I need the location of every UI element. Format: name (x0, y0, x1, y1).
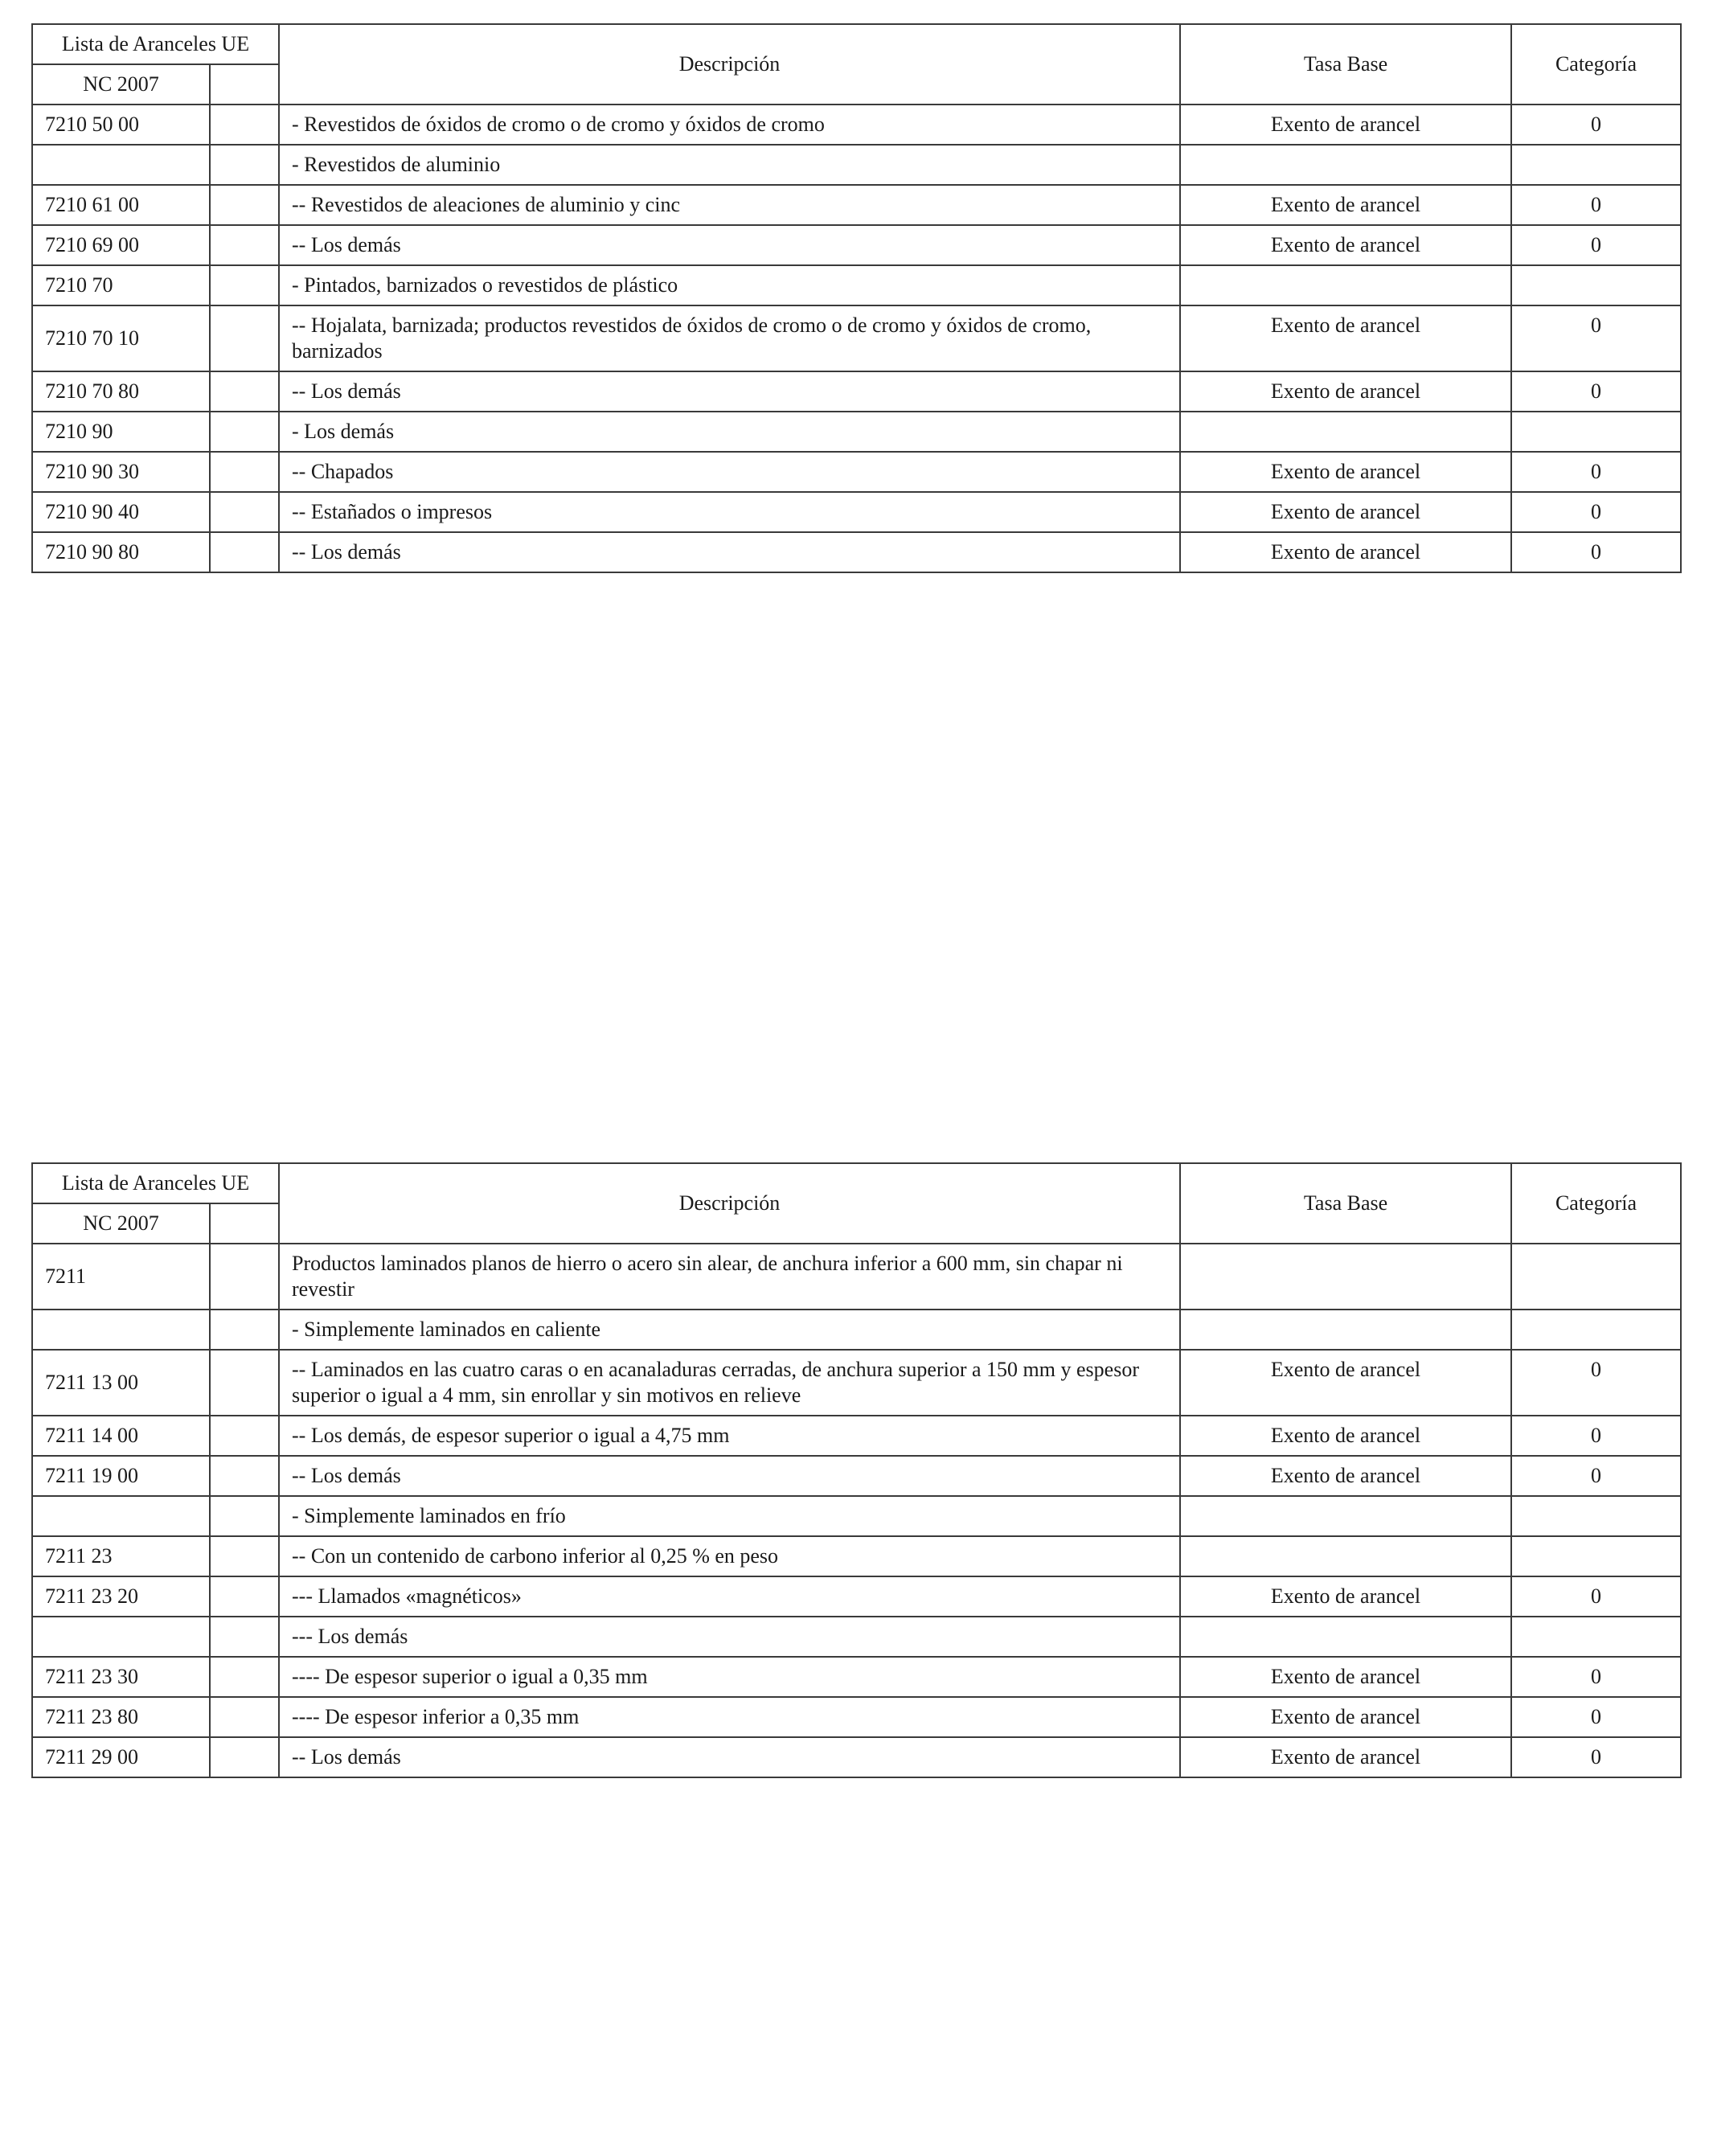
cell-category (1511, 145, 1681, 185)
cell-category (1511, 1244, 1681, 1310)
cell-description: -- Laminados en las cuatro caras o en acanaladuras cerradas, de anchura superior a 150 mm y espesor superior o igual a 4 mm, sin enrollar y sin motivos en relieve (279, 1350, 1180, 1416)
cell-category: 0 (1511, 532, 1681, 572)
cell-blank (210, 1737, 279, 1777)
cell-description: -- Los demás, de espesor superior o igual a 4,75 mm (279, 1416, 1180, 1456)
cell-description: ---- De espesor superior o igual a 0,35 mm (279, 1657, 1180, 1697)
cell-code: 7211 23 30 (32, 1657, 210, 1697)
cell-rate: Exento de arancel (1180, 105, 1511, 145)
header-rate: Tasa Base (1180, 1163, 1511, 1244)
cell-rate (1180, 412, 1511, 452)
header-blank (210, 1203, 279, 1244)
cell-blank (210, 1536, 279, 1576)
cell-category: 0 (1511, 1737, 1681, 1777)
cell-rate: Exento de arancel (1180, 1416, 1511, 1456)
header-blank (210, 64, 279, 105)
table-row (32, 1496, 1681, 1536)
cell-rate: Exento de arancel (1180, 532, 1511, 572)
cell-blank (210, 145, 279, 185)
cell-blank (210, 1244, 279, 1310)
cell-code (32, 1310, 210, 1350)
cell-category: 0 (1511, 185, 1681, 225)
cell-rate: Exento de arancel (1180, 1737, 1511, 1777)
cell-code: 7211 29 00 (32, 1737, 210, 1777)
cell-description: -- Los demás (279, 225, 1180, 265)
cell-code: 7210 90 30 (32, 452, 210, 492)
table-row (32, 145, 1681, 185)
table-row (32, 305, 1681, 371)
cell-description: -- Los demás (279, 1737, 1180, 1777)
cell-code: 7211 19 00 (32, 1456, 210, 1496)
cell-blank (210, 492, 279, 532)
cell-code (32, 1496, 210, 1536)
table-row (32, 1350, 1681, 1416)
cell-blank (210, 105, 279, 145)
cell-rate: Exento de arancel (1180, 185, 1511, 225)
cell-blank (210, 265, 279, 305)
table-row (32, 452, 1681, 492)
cell-category: 0 (1511, 492, 1681, 532)
cell-rate: Exento de arancel (1180, 225, 1511, 265)
cell-blank (210, 185, 279, 225)
cell-rate (1180, 1617, 1511, 1657)
cell-category (1511, 1310, 1681, 1350)
table-row (32, 1737, 1681, 1777)
header-description: Descripción (279, 24, 1180, 105)
table-row (32, 1657, 1681, 1697)
table-row (32, 492, 1681, 532)
cell-rate: Exento de arancel (1180, 492, 1511, 532)
table-row (32, 105, 1681, 145)
table-row (32, 1416, 1681, 1456)
table-row (32, 1697, 1681, 1737)
cell-code: 7211 23 (32, 1536, 210, 1576)
table-row (32, 265, 1681, 305)
header-list: Lista de Aranceles UE (32, 24, 279, 64)
cell-code: 7211 14 00 (32, 1416, 210, 1456)
cell-category (1511, 412, 1681, 452)
cell-rate (1180, 265, 1511, 305)
cell-description: -- Estañados o impresos (279, 492, 1180, 532)
cell-description: - Revestidos de aluminio (279, 145, 1180, 185)
cell-code: 7210 90 80 (32, 532, 210, 572)
cell-rate: Exento de arancel (1180, 1697, 1511, 1737)
cell-blank (210, 225, 279, 265)
cell-blank (210, 1310, 279, 1350)
cell-blank (210, 1697, 279, 1737)
cell-blank (210, 412, 279, 452)
cell-category (1511, 1536, 1681, 1576)
header-category: Categoría (1511, 1163, 1681, 1244)
cell-code: 7210 90 40 (32, 492, 210, 532)
cell-code: 7210 69 00 (32, 225, 210, 265)
header-description: Descripción (279, 1163, 1180, 1244)
cell-code: 7210 70 10 (32, 305, 210, 371)
cell-category: 0 (1511, 452, 1681, 492)
table-row (32, 1536, 1681, 1576)
cell-description: --- Llamados «magnéticos» (279, 1576, 1180, 1617)
cell-description: --- Los demás (279, 1617, 1180, 1657)
table-row (32, 532, 1681, 572)
table-row (32, 1310, 1681, 1350)
tariff-table-7210 (31, 23, 1682, 573)
cell-category: 0 (1511, 1456, 1681, 1496)
cell-category (1511, 1496, 1681, 1536)
cell-code: 7211 13 00 (32, 1350, 210, 1416)
header-nc: NC 2007 (32, 64, 210, 105)
cell-description: ---- De espesor inferior a 0,35 mm (279, 1697, 1180, 1737)
cell-category: 0 (1511, 371, 1681, 412)
table-row (32, 1456, 1681, 1496)
cell-category: 0 (1511, 1350, 1681, 1416)
cell-blank (210, 1416, 279, 1456)
table-row (32, 1244, 1681, 1310)
cell-code (32, 1617, 210, 1657)
cell-rate: Exento de arancel (1180, 371, 1511, 412)
cell-description: -- Con un contenido de carbono inferior al 0,25 % en peso (279, 1536, 1180, 1576)
cell-description: -- Revestidos de aleaciones de aluminio y cinc (279, 185, 1180, 225)
cell-description: - Pintados, barnizados o revestidos de plástico (279, 265, 1180, 305)
table-row (32, 185, 1681, 225)
cell-code: 7210 61 00 (32, 185, 210, 225)
cell-category (1511, 265, 1681, 305)
cell-category: 0 (1511, 105, 1681, 145)
cell-blank (210, 1617, 279, 1657)
cell-code: 7211 23 80 (32, 1697, 210, 1737)
cell-code (32, 145, 210, 185)
cell-rate: Exento de arancel (1180, 305, 1511, 371)
cell-description: - Revestidos de óxidos de cromo o de cromo y óxidos de cromo (279, 105, 1180, 145)
cell-description: -- Hojalata, barnizada; productos revestidos de óxidos de cromo o de cromo y óxidos de cromo, barnizados (279, 305, 1180, 371)
cell-rate (1180, 1536, 1511, 1576)
cell-blank (210, 532, 279, 572)
table-row (32, 225, 1681, 265)
table-row (32, 371, 1681, 412)
cell-rate: Exento de arancel (1180, 1576, 1511, 1617)
table-row (32, 412, 1681, 452)
cell-rate: Exento de arancel (1180, 1350, 1511, 1416)
cell-code: 7210 70 (32, 265, 210, 305)
cell-description: - Los demás (279, 412, 1180, 452)
cell-code: 7211 (32, 1244, 210, 1310)
header-nc: NC 2007 (32, 1203, 210, 1244)
cell-category: 0 (1511, 305, 1681, 371)
cell-category: 0 (1511, 225, 1681, 265)
cell-description: -- Los demás (279, 1456, 1180, 1496)
cell-rate (1180, 1496, 1511, 1536)
table-row (32, 1617, 1681, 1657)
cell-description: - Simplemente laminados en frío (279, 1496, 1180, 1536)
cell-rate: Exento de arancel (1180, 452, 1511, 492)
cell-blank (210, 305, 279, 371)
cell-rate (1180, 1310, 1511, 1350)
cell-blank (210, 1657, 279, 1697)
cell-description: -- Los demás (279, 371, 1180, 412)
header-rate: Tasa Base (1180, 24, 1511, 105)
cell-rate (1180, 145, 1511, 185)
cell-category (1511, 1617, 1681, 1657)
tariff-table-7211 (31, 1162, 1682, 1778)
header-category: Categoría (1511, 24, 1681, 105)
cell-category: 0 (1511, 1576, 1681, 1617)
cell-description: - Simplemente laminados en caliente (279, 1310, 1180, 1350)
cell-blank (210, 1350, 279, 1416)
cell-blank (210, 371, 279, 412)
header-list: Lista de Aranceles UE (32, 1163, 279, 1203)
table-row (32, 1576, 1681, 1617)
cell-blank (210, 1496, 279, 1536)
cell-blank (210, 1576, 279, 1617)
cell-description: Productos laminados planos de hierro o acero sin alear, de anchura inferior a 600 mm, sin chapar ni revestir (279, 1244, 1180, 1310)
cell-category: 0 (1511, 1657, 1681, 1697)
cell-code: 7210 90 (32, 412, 210, 452)
cell-category: 0 (1511, 1697, 1681, 1737)
cell-description: -- Chapados (279, 452, 1180, 492)
cell-blank (210, 1456, 279, 1496)
cell-code: 7211 23 20 (32, 1576, 210, 1617)
cell-code: 7210 70 80 (32, 371, 210, 412)
cell-rate (1180, 1244, 1511, 1310)
cell-rate: Exento de arancel (1180, 1456, 1511, 1496)
cell-description: -- Los demás (279, 532, 1180, 572)
cell-category: 0 (1511, 1416, 1681, 1456)
cell-blank (210, 452, 279, 492)
cell-code: 7210 50 00 (32, 105, 210, 145)
cell-rate: Exento de arancel (1180, 1657, 1511, 1697)
